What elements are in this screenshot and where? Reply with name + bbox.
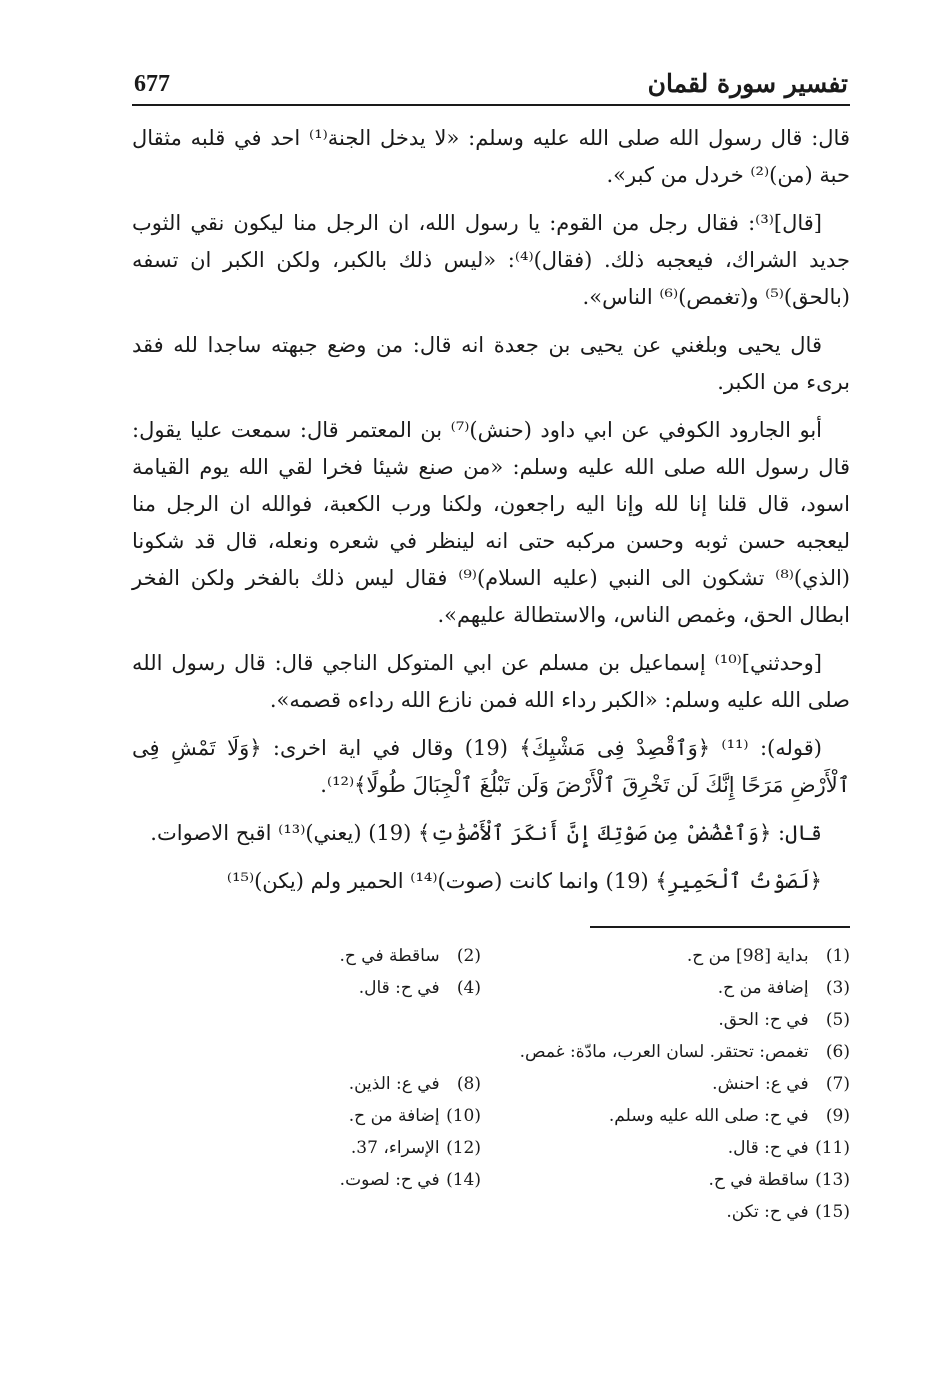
footnote-number: (6) <box>825 1042 850 1062</box>
footnote-text: في ح: صلى الله عليه وسلم. <box>608 1106 809 1126</box>
footnote-11 <box>501 1132 850 1164</box>
page-header <box>132 60 850 106</box>
paragraph-3: قال يحيى وبلغني عن يحيى بن جعدة انه قال: من وضع جبهته ساجدا لله فقد برىء من الكبر. <box>132 333 850 394</box>
footnote-number: (7) <box>825 1074 850 1094</box>
page-number: 677 <box>134 71 170 97</box>
footnote-text: إضافة من ح. <box>348 1106 440 1126</box>
footnote-text: تغمص: تحتقر. لسان العرب، مادّة: غمص. <box>519 1042 809 1062</box>
footnote-7 <box>501 1068 850 1100</box>
footnote-10 <box>132 1100 481 1132</box>
footnote-text: بداية [98] من ح. <box>686 946 809 966</box>
paragraph-6: (قوله): ⁽¹¹⁾ ﴿وَٱقْصِدْ فِى مَشْيِكَ﴾ (19) وقال في اية اخرى: ﴿وَلَا تَمْشِ فِى ٱلْأَرْضِ مَرَحًا إِنَّكَ لَن تَخْرِقَ ٱلْأَرْضَ وَلَن تَبْلُغَ ٱلْجِبَالَ طُولًا﴾⁽¹²⁾. <box>132 736 850 797</box>
paragraph-7: قال: ﴿وَٱغْضُضْ مِن صَوْتِكَ إِنَّ أَنكَرَ ٱلْأَصْوَٰتِ﴾ (19) (يعني)⁽¹³⁾ اقبح الاصوات. <box>150 821 822 845</box>
footnote-number: (1) <box>825 946 850 966</box>
footnote-number: (11) <box>815 1138 850 1158</box>
footnote-text: في ع: الذين. <box>348 1074 440 1094</box>
paragraph-5: [وحدثني]⁽¹⁰⁾ إسماعيل بن مسلم عن ابي المتوكل الناجي قال: قال رسول الله صلى الله عليه وسلم: «الكبر رداء الله فمن نازع الله رداءه قصمه». <box>132 651 850 712</box>
footnote-text: الإسراء، 37. <box>350 1138 440 1158</box>
footnote-1 <box>501 940 850 972</box>
footnote-number: (14) <box>446 1170 481 1190</box>
footnote-text: إضافة من ح. <box>717 978 809 998</box>
footnote-text: ساقطة في ح. <box>708 1170 809 1190</box>
paragraph-8: ﴿لَصَوْتُ ٱلْحَمِيرِ﴾ (19) وانما كانت (صوت)⁽¹⁴⁾ الحمير ولم (يكن)⁽¹⁵⁾ <box>226 869 822 893</box>
footnote-5 <box>132 1004 850 1036</box>
footnote-2 <box>132 940 481 972</box>
footnote-text: في ح: تكن. <box>726 1202 809 1222</box>
footnote-number: (4) <box>456 978 481 998</box>
paragraph-1: قال: قال رسول الله صلى الله عليه وسلم: «لا يدخل الجنة⁽¹⁾ احد في قلبه مثقال حبة (من)⁽²⁾ خردل من كبر». <box>132 126 850 187</box>
footnotes <box>132 940 850 1228</box>
footnote-number: (5) <box>825 1010 850 1030</box>
footnote-9 <box>501 1100 850 1132</box>
main-text <box>132 120 850 900</box>
footnote-text: في ح: قال. <box>358 978 440 998</box>
footnote-divider <box>590 926 850 928</box>
footnote-number: (9) <box>825 1106 850 1126</box>
footnote-14 <box>132 1164 481 1196</box>
footnote-number: (2) <box>456 946 481 966</box>
footnote-6 <box>132 1036 850 1068</box>
footnote-text: في ح: قال. <box>727 1138 809 1158</box>
footnote-number: (8) <box>456 1074 481 1094</box>
footnote-number: (10) <box>446 1106 481 1126</box>
running-title: تفسير سورة لقمان <box>647 69 848 98</box>
footnote-3 <box>501 972 850 1004</box>
footnote-text: ساقطة في ح. <box>339 946 440 966</box>
footnote-number: (12) <box>446 1138 481 1158</box>
paragraph-4: أبو الجارود الكوفي عن ابي داود (حنش)⁽⁷⁾ بن المعتمر قال: سمعت عليا يقول: قال رسول الله صلى الله عليه وسلم: «من صنع شيئا فخرا لقي الله يوم القيامة اسود، قال قلنا إنا لله وإنا اليه راجعون، ولكنا ورب الكعبة، فوالله ان الرجل منا ليعجبه حسن ثوبه وحسن مركبه حتى انه لينظر في شعره ونعله، قال قد شكونا (الذي)⁽⁸⁾ تشكون الى النبي (عليه السلام)⁽⁹⁾ فقال ليس ذلك بالفخر ولكن الفخر ابطال الحق، وغمص الناس، والاستطالة عليهم». <box>132 418 851 627</box>
footnote-13 <box>501 1164 850 1196</box>
footnote-8 <box>132 1068 481 1100</box>
footnote-number: (13) <box>815 1170 850 1190</box>
footnote-15 <box>501 1196 850 1228</box>
footnote-12 <box>132 1132 481 1164</box>
footnote-text: في ح: الحق. <box>718 1010 809 1030</box>
footnote-number: (15) <box>815 1202 850 1222</box>
paragraph-2: [قال]⁽³⁾: فقال رجل من القوم: يا رسول الله، ان الرجل منا ليكون نقي الثوب جديد الشراك، فيعجبه ذلك. (فقال)⁽⁴⁾: «ليس ذلك بالكبر، ولكن الكبر ان تسفه (بالحق)⁽⁵⁾ و(تغمص)⁽⁶⁾ الناس». <box>132 211 850 309</box>
footnote-4 <box>132 972 481 1004</box>
footnote-number: (3) <box>825 978 850 998</box>
footnote-text: في ح: لصوت. <box>339 1170 440 1190</box>
book-page <box>132 60 850 1350</box>
footnote-text: في ع: احنش. <box>712 1074 809 1094</box>
